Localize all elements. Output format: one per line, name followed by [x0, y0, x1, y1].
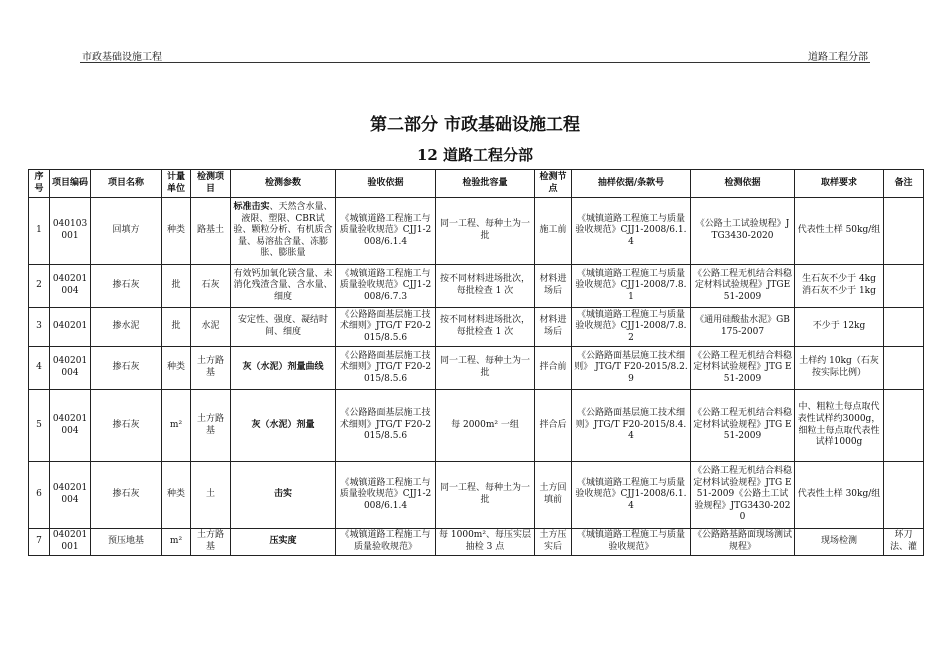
- column-header: 验收依据: [336, 170, 436, 198]
- row-number: 6: [29, 462, 50, 529]
- item-name: 回填方: [91, 198, 162, 265]
- test-item: 石灰: [191, 265, 231, 308]
- batch-capacity: 按不同材料进场批次，每批检查 1 次: [436, 265, 535, 308]
- acceptance-basis: 《城镇道路工程施工与质量验收规范》CJJ1-2008/6.7.3: [336, 265, 436, 308]
- column-header: 序号: [29, 170, 50, 198]
- test-basis: 《公路土工试验规程》JTG3430-2020: [691, 198, 795, 265]
- acceptance-basis: 《公路路面基层施工技术细则》JTG/T F20-2015/8.5.6: [336, 390, 436, 462]
- test-basis: 《公路工程无机结合料稳定材料试验规程》JTG E51-2009: [691, 390, 795, 462]
- column-header: 项目名称: [91, 170, 162, 198]
- remark: 环刀法、灌: [884, 529, 924, 556]
- item-code: 040201004: [50, 265, 91, 308]
- table-row: [29, 308, 924, 347]
- test-params: 有效钙加氧化镁含量、未消化残渣含量、含水量、细度: [231, 265, 336, 308]
- column-header: 检测依据: [691, 170, 795, 198]
- item-name: 掺水泥: [91, 308, 162, 347]
- column-header: 计量单位: [162, 170, 191, 198]
- section-subtitle: 12 道路工程分部: [416, 146, 534, 164]
- item-code: 040201004: [50, 390, 91, 462]
- acceptance-basis: 《城镇道路工程施工与质量验收规范》CJJ1-2008/6.1.4: [336, 198, 436, 265]
- item-name: 预压地基: [91, 529, 162, 556]
- measure-unit: m²: [162, 529, 191, 556]
- table-row: [29, 198, 924, 265]
- acceptance-basis: 《城镇道路工程施工与质量验收规范》CJJ1-2008/6.1.4: [336, 462, 436, 529]
- item-code: 040201001: [50, 529, 91, 556]
- test-params: 灰（水泥）剂量曲线: [231, 347, 336, 390]
- table-row: [29, 347, 924, 390]
- test-params: 击实: [231, 462, 336, 529]
- measure-unit: 种类: [162, 198, 191, 265]
- test-node: 拌合后: [535, 390, 572, 462]
- column-header: 检测项目: [191, 170, 231, 198]
- sampling-requirement: 代表性土样 50kg/组: [795, 198, 884, 265]
- row-number: 7: [29, 529, 50, 556]
- measure-unit: 批: [162, 308, 191, 347]
- test-node: 施工前: [535, 198, 572, 265]
- measure-unit: 种类: [162, 347, 191, 390]
- sampling-requirement: 中、粗粒土每点取代表性试样约3000g，细粒土每点取代表性试样1000g: [795, 390, 884, 462]
- table-row: [29, 529, 924, 556]
- sampling-basis: 《公路路面基层施工技术细则》JTG/T F20-2015/8.4.4: [572, 390, 691, 462]
- remark: [884, 390, 924, 462]
- item-name: 掺石灰: [91, 265, 162, 308]
- test-node: 材料进场后: [535, 265, 572, 308]
- item-name: 掺石灰: [91, 390, 162, 462]
- test-basis: 《公路工程无机结合料稳定材料试验规程》JTG E51-2009: [691, 347, 795, 390]
- test-item: 土方路基: [191, 529, 231, 556]
- column-header: 检测参数: [231, 170, 336, 198]
- acceptance-basis: 《公路路面基层施工技术细则》JTG/T F20-2015/8.5.6: [336, 347, 436, 390]
- header-divider: [80, 62, 870, 63]
- test-params-bold: 标准击实: [233, 202, 270, 213]
- test-basis: 《公路工程无机结合料稳定材料试验规程》JTG E51-2009《公路土工试验规程》JTG3430-2020: [691, 462, 795, 529]
- test-item: 土方路基: [191, 390, 231, 462]
- test-params-text: 、天然含水量、液限、塑限、CBR试验、颗粒分析、有机质含量、易溶盐含量、冻膨胀、膨胀量: [233, 202, 333, 259]
- batch-capacity: 同一工程、每种土为一批: [436, 198, 535, 265]
- remark: [884, 198, 924, 265]
- test-node: 土方回填前: [535, 462, 572, 529]
- measure-unit: m²: [162, 390, 191, 462]
- column-header: 取样要求: [795, 170, 884, 198]
- sampling-requirement: 土样约 10kg（石灰按实际比例）: [795, 347, 884, 390]
- running-header-right: 道路工程分部: [808, 52, 868, 63]
- batch-capacity: 按不同材料进场批次，每批检查 1 次: [436, 308, 535, 347]
- item-code: 040103001: [50, 198, 91, 265]
- table-row: [29, 265, 924, 308]
- row-number: 3: [29, 308, 50, 347]
- running-header-left: 市政基础设施工程: [82, 52, 162, 63]
- test-params: 灰（水泥）剂量: [231, 390, 336, 462]
- test-params: [231, 198, 336, 265]
- test-node: 土方压实后: [535, 529, 572, 556]
- column-header: 检测节点: [535, 170, 572, 198]
- sampling-basis: 《公路路面基层施工技术细则》 JTG/T F20-2015/8.2.9: [572, 347, 691, 390]
- row-number: 5: [29, 390, 50, 462]
- acceptance-basis: 《公路路面基层施工技术细则》JTG/T F20-2015/8.5.6: [336, 308, 436, 347]
- page-title: 第二部分 市政基础设施工程: [370, 115, 580, 135]
- measure-unit: 种类: [162, 462, 191, 529]
- test-basis: 《公路工程无机结合料稳定材料试验规程》JTGE51-2009: [691, 265, 795, 308]
- sampling-basis: 《城镇道路工程施工与质量验收规范》CJJ1-2008/7.8.2: [572, 308, 691, 347]
- measure-unit: 批: [162, 265, 191, 308]
- test-item: 水泥: [191, 308, 231, 347]
- sampling-requirement: 生石灰不少于 4kg 消石灰不少于 1kg: [795, 265, 884, 308]
- item-code: 040201004: [50, 347, 91, 390]
- batch-capacity: 同一工程、每种土为一批: [436, 347, 535, 390]
- column-header: 检验批容量: [436, 170, 535, 198]
- column-header: 备注: [884, 170, 924, 198]
- table-row: [29, 390, 924, 462]
- sampling-requirement: 代表性土样 30kg/组: [795, 462, 884, 529]
- sampling-requirement: 现场检测: [795, 529, 884, 556]
- test-item: 路基土: [191, 198, 231, 265]
- sampling-basis: 《城镇道路工程施工与质量验收规范》CJJ1-2008/7.8.1: [572, 265, 691, 308]
- sampling-basis: 《城镇道路工程施工与质量验收规范》CJJ1-2008/6.1.4: [572, 198, 691, 265]
- test-params: 压实度: [231, 529, 336, 556]
- remark: [884, 462, 924, 529]
- column-header: 项目编码: [50, 170, 91, 198]
- row-number: 2: [29, 265, 50, 308]
- item-code: 040201004: [50, 462, 91, 529]
- acceptance-basis: 《城镇道路工程施工与质量验收规范》: [336, 529, 436, 556]
- test-item: 土: [191, 462, 231, 529]
- batch-capacity: 每 1000m²、每压实层抽检 3 点: [436, 529, 535, 556]
- column-header: 抽样依据/条款号: [572, 170, 691, 198]
- row-number: 4: [29, 347, 50, 390]
- sampling-basis: 《城镇道路工程施工与质量验收规范》: [572, 529, 691, 556]
- batch-capacity: 同一工程、每种土为一批: [436, 462, 535, 529]
- sampling-basis: 《城镇道路工程施工与质量验收规范》CJJ1-2008/6.1.4: [572, 462, 691, 529]
- test-item: 土方路基: [191, 347, 231, 390]
- table-row: [29, 462, 924, 529]
- test-node: 拌合前: [535, 347, 572, 390]
- inspection-table: [28, 169, 924, 556]
- remark: [884, 265, 924, 308]
- row-number: 1: [29, 198, 50, 265]
- item-name: 掺石灰: [91, 462, 162, 529]
- test-basis: 《通用硅酸盐水泥》GB175-2007: [691, 308, 795, 347]
- table-header-row: [29, 170, 924, 198]
- sampling-requirement: 不少于 12kg: [795, 308, 884, 347]
- test-node: 材料进场后: [535, 308, 572, 347]
- item-code: 040201: [50, 308, 91, 347]
- remark: [884, 347, 924, 390]
- item-name: 掺石灰: [91, 347, 162, 390]
- remark: [884, 308, 924, 347]
- batch-capacity: 每 2000m² 一组: [436, 390, 535, 462]
- test-basis: 《公路路基路面现场测试规程》: [691, 529, 795, 556]
- test-params: 安定性、强度、凝结时间、细度: [231, 308, 336, 347]
